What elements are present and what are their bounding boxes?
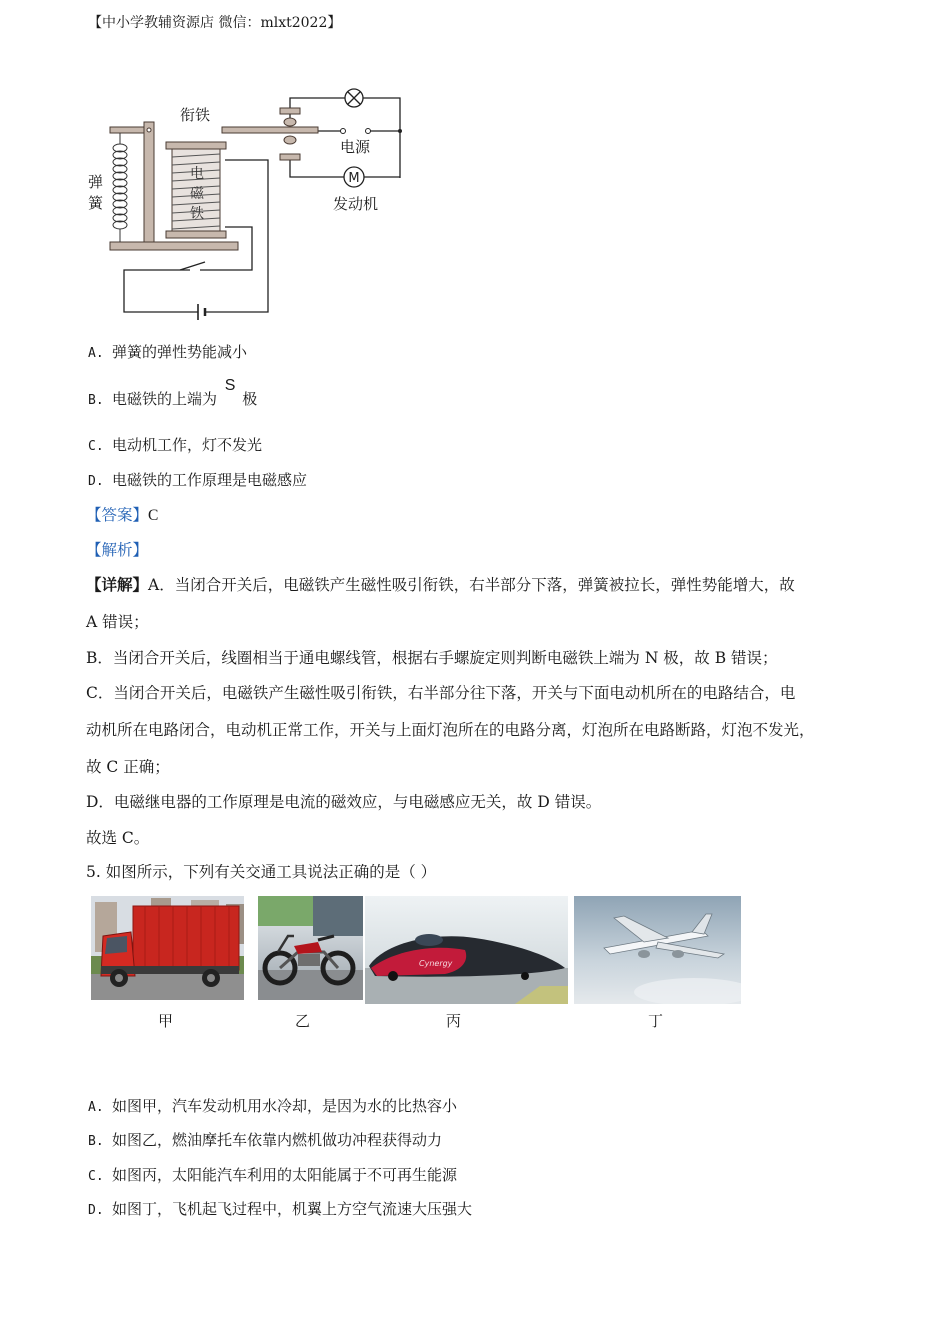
motorcycle-photo bbox=[258, 896, 363, 1000]
detail-line-1: 【详解】A．当闭合开关后，电磁铁产生磁性吸引衔铁，右半部分下落，弹簧被拉长，弹性势能增大，故 bbox=[86, 575, 795, 594]
armature-bar bbox=[110, 127, 148, 133]
analysis-tag: 【解析】 bbox=[86, 541, 149, 559]
label-motor: 发动机 bbox=[333, 195, 379, 213]
detail-line-3: B．当闭合开关后，线圈相当于通电螺线管，根据右手螺旋定则判断电磁铁上端为 N 极，故 B 错误； bbox=[86, 649, 778, 667]
q4-option-b[interactable]: B. 电磁铁的上端为 S 极 bbox=[88, 377, 258, 408]
pivot-post bbox=[144, 122, 154, 244]
label-power: 电源 bbox=[340, 138, 371, 156]
solar-car-logo: Cynergy bbox=[419, 959, 453, 968]
answer-tag: 【答案】 bbox=[86, 506, 149, 524]
q5-option-a[interactable]: A. 如图甲，汽车发动机用水冷却，是因为水的比热容小 bbox=[88, 1097, 458, 1115]
airplane-photo bbox=[574, 896, 741, 1004]
base-plate bbox=[110, 242, 238, 250]
detail-tag: 【详解】 bbox=[86, 575, 149, 594]
switch-lever bbox=[180, 262, 205, 270]
caption-bing: 丙 bbox=[446, 1012, 462, 1030]
detail-line-7: D．电磁继电器的工作原理是电流的磁效应，与电磁感应无关，故 D 错误。 bbox=[86, 793, 602, 811]
label-spring: 弹簧 bbox=[88, 173, 104, 212]
label-armature: 衔铁 bbox=[180, 106, 211, 124]
q5-option-c[interactable]: C. 如图丙，太阳能汽车利用的太阳能属于不可再生能源 bbox=[88, 1166, 458, 1184]
battery-icon bbox=[198, 304, 205, 320]
detail-line-2: A 错误； bbox=[86, 613, 149, 631]
detail-line-6: 故 C 正确； bbox=[86, 758, 170, 776]
motor-icon bbox=[344, 167, 364, 187]
wire-switch-left bbox=[124, 270, 198, 312]
lamp-icon bbox=[345, 89, 363, 107]
source-header: 【中小学教辅资源店 微信：mlxt2022】 bbox=[88, 15, 342, 31]
detail-line-5: 动机所在电路闭合，电动机正常工作，开关与上面灯泡所在的电路分离，灯泡所在电路断路，灯泡不发光， bbox=[86, 721, 815, 739]
truck-photo bbox=[91, 896, 244, 1000]
caption-jia: 甲 bbox=[158, 1012, 174, 1030]
q5-option-b[interactable]: B. 如图乙，燃油摩托车依靠内燃机做功冲程获得动力 bbox=[88, 1131, 443, 1149]
detail-line-4: C．当闭合开关后，电磁铁产生磁性吸引衔铁，右半部分往下落，开关与下面电动机所在的电路结合，电 bbox=[86, 684, 796, 702]
label-electromagnet: 电磁铁 bbox=[190, 166, 204, 222]
caption-ding: 丁 bbox=[648, 1012, 664, 1030]
detail-line-8: 故选 C。 bbox=[86, 829, 150, 847]
solar-car-photo bbox=[365, 896, 568, 1004]
q4-option-c[interactable]: C. 电动机工作，灯不发光 bbox=[88, 436, 263, 454]
q5-stem: 5. 如图所示，下列有关交通工具说法正确的是（ ） bbox=[86, 863, 437, 881]
caption-yi: 乙 bbox=[295, 1012, 311, 1030]
motor-symbol: M bbox=[348, 171, 360, 186]
q5-option-d[interactable]: D. 如图丁，飞机起飞过程中，机翼上方空气流速大压强大 bbox=[88, 1200, 473, 1218]
spring-icon bbox=[113, 133, 127, 242]
answer-line bbox=[86, 503, 158, 525]
q4-option-d[interactable]: D. 电磁铁的工作原理是电磁感应 bbox=[88, 471, 308, 489]
answer-value: C bbox=[148, 507, 159, 524]
q4-option-a[interactable]: A. 弹簧的弹性势能减小 bbox=[88, 343, 248, 361]
